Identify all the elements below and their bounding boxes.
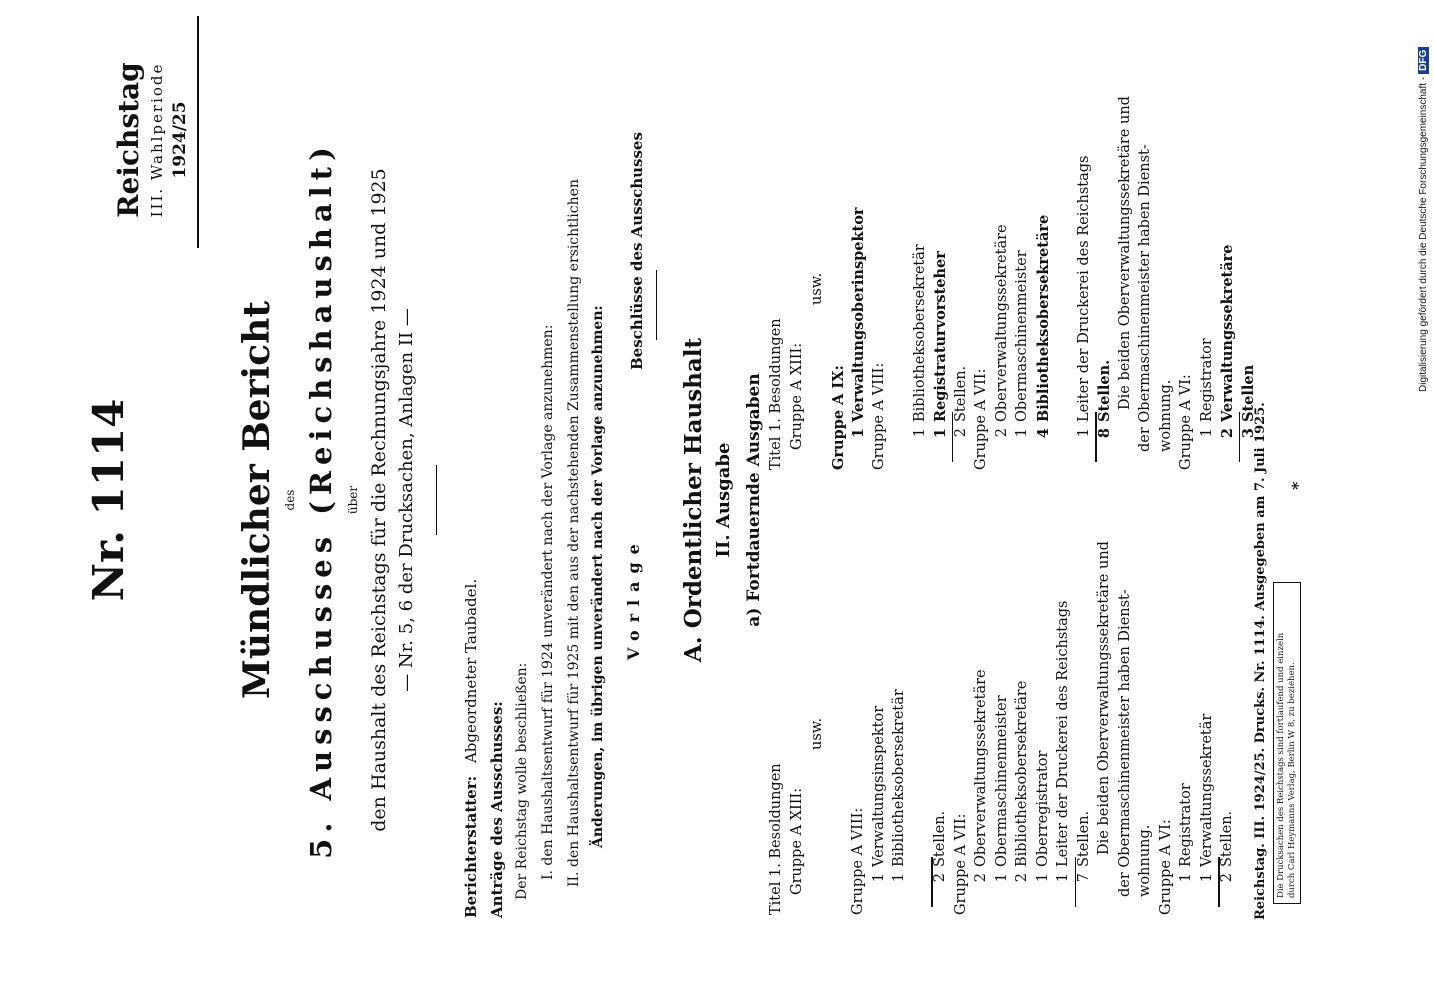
committee-title: 5. Ausschusses (Reichshaushalt) xyxy=(304,141,338,859)
vorlage-text: wohnung. xyxy=(1137,824,1153,897)
beschluss-text: Bibliotheksobersekretär xyxy=(911,244,928,422)
column-heading-vorlage: Vorlage xyxy=(624,536,643,660)
vorlage-text: der Obermaschinenmeister haben Dienst- xyxy=(1116,589,1133,897)
column-heading-beschluesse: Beschlüsse des Ausschusses xyxy=(628,132,646,370)
vorlage-line xyxy=(809,718,825,750)
beschluss-text: Gruppe A XIII: xyxy=(788,342,805,450)
beschluss-line xyxy=(1035,215,1052,444)
beschluss-text: Stellen. xyxy=(952,365,969,422)
beschluss-line xyxy=(994,224,1010,444)
beschluss-count: 1 xyxy=(932,428,949,439)
beschluss-line xyxy=(973,369,989,471)
vorlage-count: 1 xyxy=(1178,873,1194,883)
vorlage-count: 2 xyxy=(1014,873,1030,883)
beschluss-line xyxy=(1178,374,1194,470)
motions-heading: Anträge des Ausschusses: xyxy=(488,701,506,918)
vorlage-line xyxy=(953,814,969,916)
beschluss-line xyxy=(1096,360,1113,444)
title-des: des xyxy=(283,489,297,511)
vorlage-count: 2 xyxy=(1219,873,1235,883)
beschluss-line xyxy=(1219,244,1236,444)
document-number: Nr. 1114 xyxy=(84,398,133,602)
vorlage-text: Gruppe A VIII: xyxy=(850,807,866,915)
beschluss-text: Gruppe A IX: xyxy=(829,365,847,470)
beschluesse-column xyxy=(768,30,1268,470)
motion-2-continued: Änderungen, im übrigen unverändert nach der Vorlage anzunehmen: xyxy=(590,305,606,848)
beschluss-text: usw. xyxy=(809,272,825,305)
distribution-notice-line-1: Die Drucksachen des Reichstags sind fortlaufend und einzeln xyxy=(1276,632,1286,898)
vorlage-count: 1 xyxy=(1055,873,1071,883)
beschluss-line xyxy=(850,207,867,444)
beschluss-line xyxy=(830,365,847,470)
vorlage-text: Gruppe A VII: xyxy=(952,813,969,915)
section-heading-a: A. Ordentlicher Haushalt xyxy=(680,337,707,663)
beschluss-line xyxy=(932,251,949,444)
beschluss-line xyxy=(871,363,887,470)
parliament-name: Reichstag xyxy=(112,62,145,218)
vorlage-line xyxy=(1035,751,1051,889)
title-ueber: über xyxy=(346,485,360,515)
vorlage-text: Registrator xyxy=(1178,783,1194,867)
beschluss-text: Gruppe A VII: xyxy=(973,368,989,470)
report-title: Mündlicher Bericht xyxy=(236,301,278,699)
footer-asterisk: * xyxy=(1288,481,1307,490)
vorlage-text: Obermaschinenmeister xyxy=(993,695,1010,867)
beschluss-sum-rule xyxy=(1239,412,1241,462)
vorlage-text: Gruppe A XIII: xyxy=(788,787,805,895)
dfg-logo: DFG xyxy=(1418,47,1429,74)
beschluss-count: 8 xyxy=(1096,428,1113,439)
beschluss-text: der Obermaschinenmeister haben Dienst- xyxy=(1137,144,1153,452)
vorlage-count: 7 xyxy=(1075,873,1092,883)
beschluss-sum-rule xyxy=(952,412,954,462)
beschluss-count: 2 xyxy=(1219,428,1236,439)
motions-intro: Der Reichstag wolle beschließen: xyxy=(514,662,530,900)
beschluss-line xyxy=(1117,96,1133,410)
dfg-funding-note xyxy=(1418,47,1429,392)
beschluss-count: 2 xyxy=(952,428,969,438)
beschluss-text: Gruppe A VI: xyxy=(1178,374,1194,470)
vorlage-line xyxy=(1096,541,1112,855)
beschluss-line xyxy=(1137,144,1153,452)
vorlage-sum-rule xyxy=(931,857,933,907)
vorlage-text: Leiter der Druckerei des Reichstags xyxy=(1055,600,1071,867)
beschluss-text: Verwaltungsoberinspektor xyxy=(850,207,867,422)
beschluss-line xyxy=(1199,338,1215,444)
vorlage-count: 1 xyxy=(870,873,887,883)
header-rule xyxy=(197,16,199,248)
vorlage-text: Bibliotheksobersekretäre xyxy=(1014,680,1030,867)
beschluss-count: 1 xyxy=(1014,428,1030,438)
vorlage-line xyxy=(850,808,866,915)
election-period: III. Wahlperiode xyxy=(148,62,166,218)
vorlage-line xyxy=(932,811,948,889)
beschluss-line xyxy=(789,343,805,450)
beschluss-text: Leiter der Druckerei des Reichstags xyxy=(1075,155,1092,422)
vorlage-text: Verwaltungssekretär xyxy=(1198,713,1215,867)
vorlage-column xyxy=(768,505,1268,915)
beschluss-count: 1 xyxy=(850,428,867,439)
vorlage-line xyxy=(768,763,784,915)
vorlage-text: Stellen. xyxy=(1219,810,1235,867)
beschluss-line xyxy=(768,318,784,470)
vorlage-line xyxy=(1219,811,1235,889)
dfg-funding-text: Digitalisierung gefördert durch die Deutsche Forschungsgemeinschaft - xyxy=(1418,76,1429,392)
beschluss-count: 3 xyxy=(1239,428,1257,439)
distribution-notice-line-2: durch Carl Heymanns Verlag, Berlin W 8, zu beziehen. xyxy=(1287,662,1297,898)
beschluss-text: Bibliotheksobersekretäre xyxy=(1034,214,1052,422)
vorlage-text: Bibliotheksobersekretär xyxy=(891,689,907,867)
vorlage-text: Oberverwaltungssekretäre xyxy=(973,669,989,867)
beschluss-text: Obermaschinenmeister xyxy=(1014,250,1030,422)
rapporteur-label: Berichterstatter: xyxy=(462,775,480,918)
vorlage-count: 2 xyxy=(932,873,948,883)
beschluss-line xyxy=(953,366,969,444)
distribution-notice-box xyxy=(1273,582,1301,904)
beschluss-count: 2 xyxy=(993,428,1010,438)
beschluss-text: Registraturvorsteher xyxy=(932,251,949,422)
beschluss-text: Titel 1. Besoldungen xyxy=(768,318,784,470)
section-heading-ii: II. Ausgabe xyxy=(713,442,734,558)
vorlage-text: Die beiden Oberverwaltungssekretäre und xyxy=(1096,541,1112,855)
footer-imprint: Reichstag. III. 1924/25. Drucks. Nr. 1114. Ausgegeben am 7. Juli 1925. xyxy=(1253,402,1268,920)
rapporteur-name: Abgeordneter Taubadel. xyxy=(462,578,480,764)
vorlage-line xyxy=(789,788,805,895)
vorlage-text: Verwaltungsinspektor xyxy=(870,705,887,867)
beschluss-text: Stellen. xyxy=(1096,359,1113,422)
vorlage-line xyxy=(994,695,1010,889)
beschluss-text: wohnung. xyxy=(1157,379,1174,452)
rapporteur-line xyxy=(462,579,480,918)
beschluss-line xyxy=(809,273,825,305)
vorlage-count: 1 xyxy=(891,873,907,883)
section-heading-sub xyxy=(744,0,764,1000)
vorlage-sum-rule xyxy=(1075,857,1077,907)
beschluss-text: Die beiden Oberverwaltungssekretäre und xyxy=(1116,96,1133,410)
title-rule xyxy=(436,465,437,535)
vorlage-line xyxy=(1117,589,1133,897)
period-years: 1924/25 xyxy=(170,101,190,179)
vorlage-text: Titel 1. Besoldungen xyxy=(768,763,784,915)
beschluss-text: Stellen xyxy=(1239,364,1257,422)
vorlage-count: 2 xyxy=(973,873,989,883)
beschluss-text: Registrator xyxy=(1198,338,1215,422)
vorlage-text: Stellen. xyxy=(932,810,948,867)
beschluss-line xyxy=(1158,380,1174,452)
beschluss-sum-rule xyxy=(1095,412,1097,462)
vorlage-line xyxy=(1014,681,1030,889)
vorlage-line xyxy=(1178,783,1194,889)
beschluss-text: Oberverwaltungssekretäre xyxy=(993,224,1010,422)
vorlage-count: 1 xyxy=(993,873,1010,883)
vorlage-text: Stellen. xyxy=(1075,810,1092,867)
vorlage-line xyxy=(1158,819,1174,915)
beschluss-line xyxy=(912,244,928,444)
vorlage-count: 1 xyxy=(1198,873,1215,883)
motion-2: II. den Haushaltsentwurf für 1925 mit den aus der nachstehenden Zusammenstellung ersichtlichen xyxy=(566,179,582,887)
vorlage-text: Oberregistrator xyxy=(1034,750,1051,867)
vorlage-line xyxy=(973,669,989,889)
beschluss-text: Verwaltungssekretäre xyxy=(1219,244,1236,422)
vorlage-text: Gruppe A VI: xyxy=(1157,819,1174,915)
vorlage-line xyxy=(1137,825,1153,897)
vorlage-sum-rule xyxy=(1218,857,1220,907)
subsection-label: a) Fortdauernde Ausgaben xyxy=(744,373,764,627)
vorlage-text: usw. xyxy=(809,717,825,750)
beschluss-line xyxy=(1014,250,1030,444)
report-subject: den Haushalt des Reichstags für die Rechnungsjahre 1924 und 1925 xyxy=(368,168,390,832)
beschluss-count: 4 xyxy=(1034,428,1052,439)
motion-1: I. den Haushaltsentwurf für 1924 unverändert nach der Vorlage anzunehmen: xyxy=(540,324,556,880)
beschluss-text: Gruppe A VIII: xyxy=(870,362,887,470)
vorlage-line xyxy=(891,689,907,889)
beschluss-count: 1 xyxy=(911,428,928,438)
vorlage-line xyxy=(1076,811,1092,889)
vorlage-line xyxy=(871,706,887,889)
vorlage-line xyxy=(1199,714,1215,889)
vorlage-count: 1 xyxy=(1034,873,1051,883)
vorlage-line xyxy=(1055,601,1071,890)
beschluss-count: 1 xyxy=(1198,428,1215,438)
beschluss-count: 1 xyxy=(1075,428,1092,438)
beschluss-line xyxy=(1076,156,1092,445)
column-heading-rule xyxy=(656,270,657,340)
document-references: — Nr. 5, 6 der Drucksachen, Anlagen II — xyxy=(396,308,417,692)
